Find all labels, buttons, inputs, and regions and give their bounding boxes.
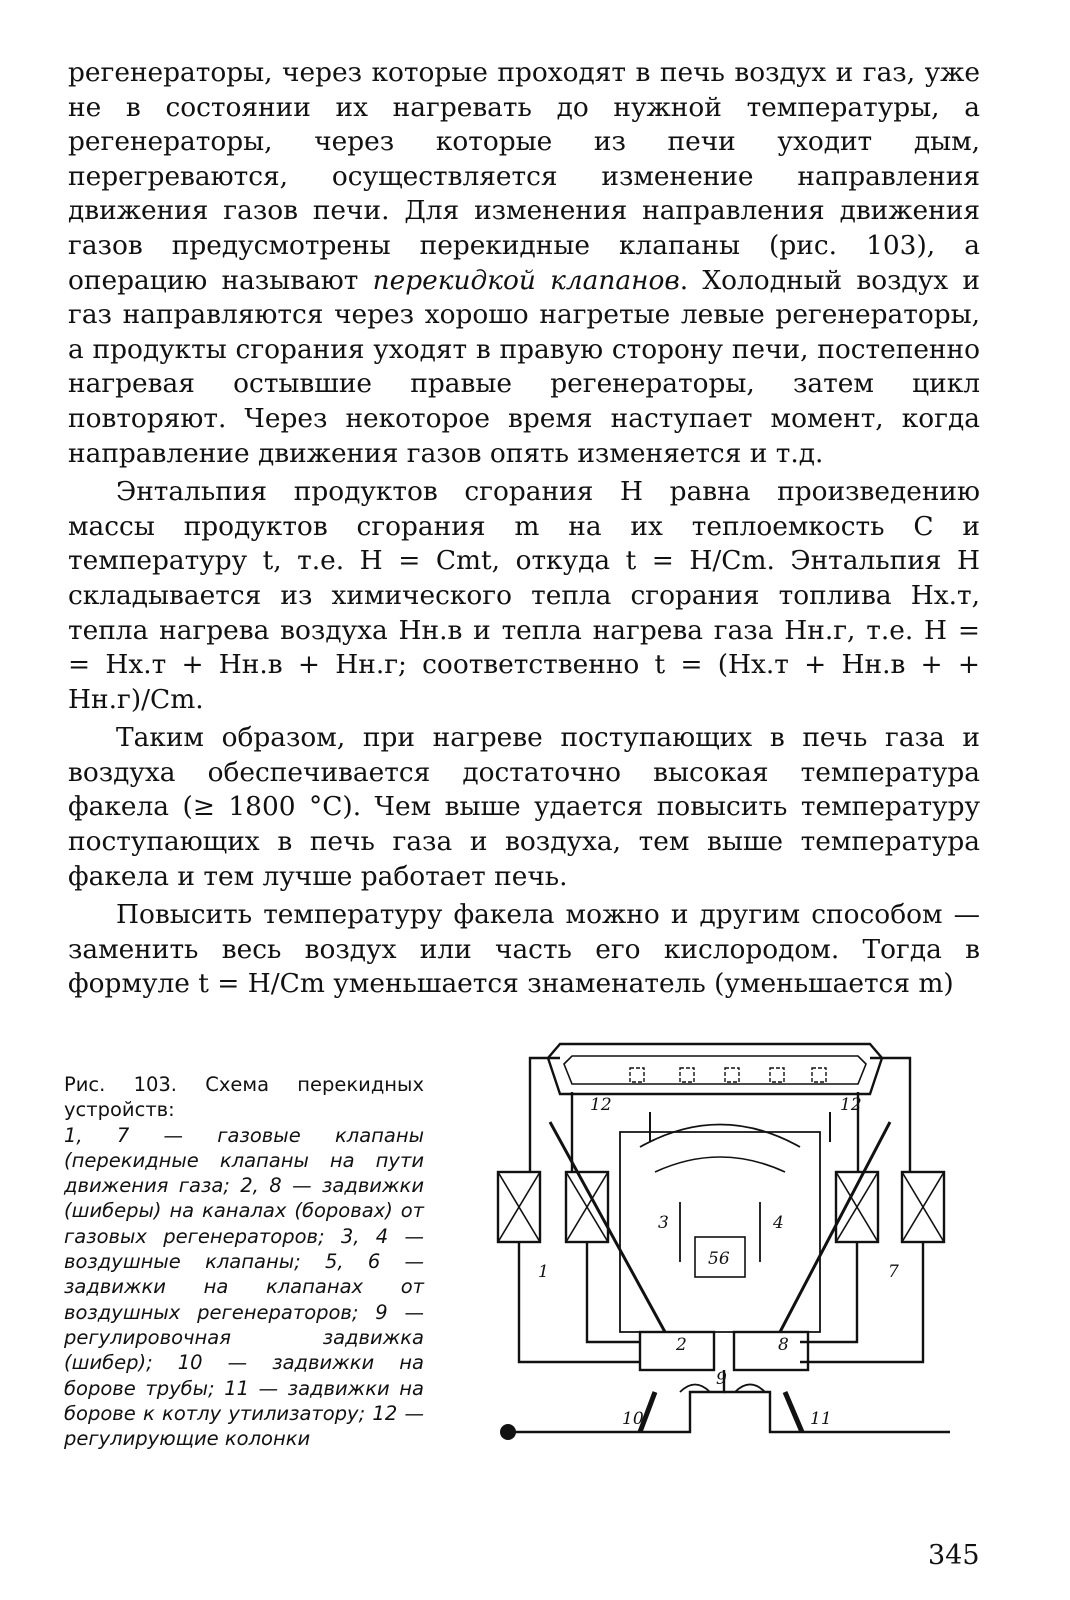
label-12-right: 12 (840, 1095, 862, 1115)
paragraph-1 (68, 56, 980, 471)
caption-title: Рис. 103. Схема перекидных устройств: (64, 1073, 424, 1122)
label-4: 4 (773, 1213, 784, 1233)
boiler-flue (724, 1392, 950, 1432)
label-12-left: 12 (590, 1095, 612, 1115)
paragraph-1-italic-term: перекидкой клапанов (372, 264, 680, 296)
label-1: 1 (538, 1262, 549, 1282)
left-outer-flue (530, 1058, 560, 1172)
port-4 (770, 1068, 784, 1082)
paragraph-2: Энтальпия продуктов сгорания H равна произведению массы продуктов сгорания m на их теплоемкость C и температуру t, т.е. H = Cmt, откуда t = H/Cm. Энтальпия H складывается из химического тепла сгорания топлива Hх.т, тепла нагрева воздуха Hн.в и тепла нагрева газа Hн.г, т.е. H = = Hх.т + Hн.в + Hн.г; соответственно t = (Hх.т + Hн.в + + Hн.г)/Cm. (68, 476, 980, 715)
main-text (68, 56, 980, 1002)
furnace-outline (548, 1044, 882, 1094)
left-air-channel (587, 1242, 640, 1342)
left-gas-channel (519, 1242, 640, 1362)
right-air-channel (800, 1242, 857, 1342)
port-5 (812, 1068, 826, 1082)
page-number: 345 (928, 1540, 980, 1571)
label-2: 2 (676, 1335, 687, 1355)
valve-scheme-diagram (490, 1032, 950, 1452)
label-5-6: 56 (708, 1249, 730, 1269)
label-7: 7 (888, 1262, 899, 1282)
label-9: 9 (716, 1369, 727, 1389)
label-10: 10 (622, 1409, 644, 1429)
chimney-symbol (500, 1424, 516, 1440)
control-rod-arc (640, 1125, 800, 1148)
port-1 (630, 1068, 644, 1082)
paragraph-4: Повысить температуру факела можно и другим способом — заменить весь воздух или часть его кислородом. Тогда в формуле t = H/Cm уменьшается знаменатель (уменьшается m) (68, 899, 980, 1000)
paragraph-1-text: регенераторы, через которые проходят в печь воздух и газ, уже не в состоянии их нагревать до нужной температуры, а регенераторы, через которые из печи уходит дым, перегреваются, осуществляется изменение направления движения газов печи. Для изменения направления движения газов предусмотрены перекидные клапаны (рис. 103), а операцию называют (68, 57, 980, 296)
port-2 (680, 1068, 694, 1082)
paragraph-3: Таким образом, при нагреве поступающих в печь газа и воздуха обеспечивается достаточно высокая температура факела (≥ 1800 °C). Чем выше удается повысить температуру поступающих в печь газа и воздуха, тем выше температура факела и тем лучше работает печь. (68, 722, 980, 892)
paragraph-1-tail: . Холодный воздух и газ направляются через хорошо нагретые левые регенераторы, а продукты сгорания уходят в правую сторону печи, постепенно нагревая остывшие правые регенераторы, затем цикл повторяют. Через некоторое время наступает момент, когда направление движения газов опять изменяется и т.д. (68, 264, 980, 469)
chimney-flue (510, 1370, 724, 1432)
label-11: 11 (810, 1409, 832, 1429)
damper-8-box (734, 1332, 808, 1370)
furnace-inner (564, 1056, 866, 1084)
caption-body: 1, 7 — газовые клапаны (перекидные клапаны на пути движения газа; 2, 8 — задвижки (шиберы) на каналах (боровах) от газовых регенераторов; 3, 4 — воздушные клапаны; 5, 6 — задвижки на клапанах от воздушных регенераторов; 9 — регулировочная задвижка (шибер); 10 — задвижки на борове трубы; 11 — задвижки на борове к котлу утилизатору; 12 — регулирующие колонки (64, 1123, 424, 1451)
label-8: 8 (778, 1335, 789, 1355)
label-3: 3 (658, 1213, 669, 1233)
port-3 (725, 1068, 739, 1082)
figure-caption (64, 1072, 424, 1451)
